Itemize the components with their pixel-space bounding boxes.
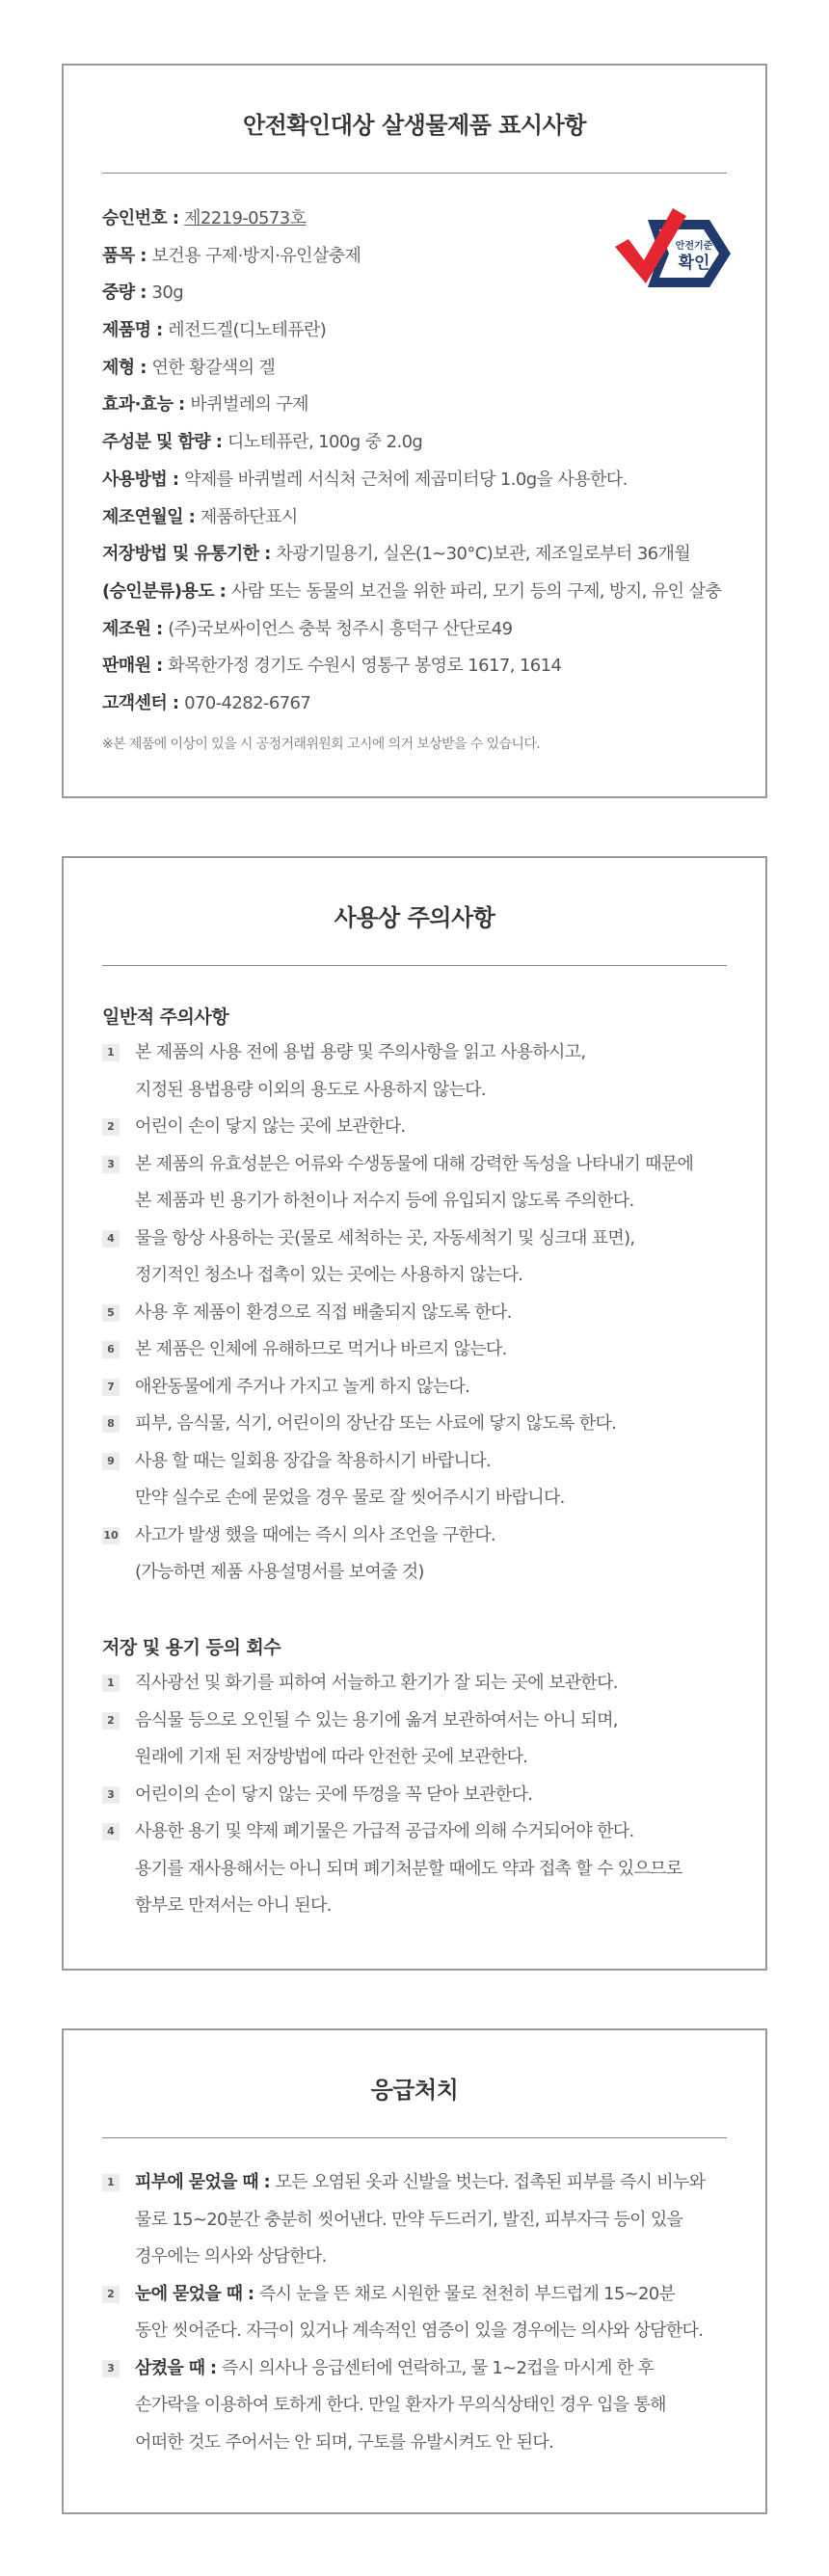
item-text: [135, 2241, 746, 2279]
list-item: [102, 2279, 746, 2353]
info-row: [102, 390, 736, 428]
item-text: [135, 1891, 746, 1928]
info-value: 화목한가정 경기도 수원시 영통구 봉영로 1617, 1614: [168, 656, 562, 677]
list-item: [102, 2167, 746, 2279]
item-text: [135, 1705, 746, 1743]
item-text: [135, 1334, 746, 1372]
info-label: 사용방법 :: [102, 469, 185, 490]
item-number-badge: 7: [102, 1379, 120, 1396]
item-bold-label: 피부에 묻었을 때 :: [135, 2172, 276, 2192]
item-number-badge: 8: [102, 1415, 120, 1433]
item-line: 즉시 눈을 뜬 채로 시원한 물로 천천히 부드럽게 15~20분: [258, 2283, 676, 2304]
item-text: [135, 2316, 746, 2353]
info-row: [102, 428, 736, 466]
item-text: [135, 2205, 746, 2242]
item-number-badge: 5: [102, 1304, 120, 1322]
title-divider: [102, 965, 727, 966]
item-text: [135, 1446, 746, 1484]
info-row: [102, 615, 736, 653]
compensation-note: ※본 제품에 이상이 있을 시 공정거래위원회 고시에 의거 보상받을 수 있습니다.: [102, 737, 541, 752]
info-row: [102, 689, 736, 727]
item-line: 어린이의 손이 닿지 않는 곳에 뚜껑을 꼭 닫아 보관한다.: [135, 1784, 533, 1805]
item-line: 모든 오염된 옷과 신발을 벗는다. 접촉된 피부를 즉시 비누와: [275, 2172, 706, 2192]
info-row: [102, 354, 736, 391]
info-label: (승인분류)용도 :: [102, 580, 231, 602]
info-row: [102, 577, 736, 615]
general-precautions-list: [102, 1037, 746, 1595]
item-number-badge: 4: [102, 1823, 120, 1840]
item-line: 본 제품의 사용 전에 용법 용량 및 주의사항을 읽고 사용하시고,: [135, 1042, 586, 1062]
item-text: [135, 1149, 746, 1187]
list-item: [102, 1037, 746, 1112]
first-aid-title: 응급처치: [370, 2077, 459, 2104]
list-item: [102, 1223, 746, 1298]
item-line: 원래에 기재 된 저장방법에 따라 안전한 곳에 보관한다.: [135, 1747, 528, 1767]
item-line: 물을 항상 사용하는 곳(물로 세척하는 곳, 자동세척기 및 싱크대 표면),: [135, 1227, 635, 1248]
info-value: 레전드겔(디노테퓨란): [168, 320, 327, 341]
item-text: [135, 1260, 746, 1298]
item-line: 물로 15~20분간 충분히 씻어낸다. 만약 두드러기, 발진, 피부자극 등이 있을: [135, 2209, 683, 2230]
item-number-badge: 2: [102, 1118, 120, 1136]
item-text: [135, 2353, 746, 2391]
list-item: [102, 1446, 746, 1520]
item-line: 본 제품과 빈 용기가 하천이나 저수지 등에 유입되지 않도록 주의한다.: [135, 1191, 634, 1211]
info-label: 판매원 :: [102, 656, 169, 677]
safety-certification-logo: [609, 201, 744, 307]
first-aid-list: [102, 2167, 746, 2464]
first-aid-card: [62, 2028, 767, 2514]
item-text: [135, 1816, 746, 1854]
item-number-badge: 10: [102, 1527, 120, 1544]
list-item: [102, 1668, 746, 1705]
item-line: 용기를 재사용해서는 아니 되며 폐기처분할 때에도 약과 접촉 할 수 있으므로: [135, 1858, 682, 1879]
info-value: 사람 또는 동물의 보건을 위한 파리, 모기 등의 구제, 방지, 유인 살충: [230, 580, 722, 602]
item-line: 피부, 음식물, 식기, 어린이의 장난감 또는 사료에 닿지 않도록 한다.: [135, 1413, 617, 1434]
info-label: 고객센터 :: [102, 692, 185, 713]
list-item: [102, 1334, 746, 1372]
item-line: 사용 후 제품이 환경으로 직접 배출되지 않도록 한다.: [135, 1301, 512, 1323]
list-item: [102, 1705, 746, 1780]
item-number-badge: 6: [102, 1341, 120, 1358]
info-value: 제품하단표시: [200, 506, 298, 527]
item-line: 본 제품의 유효성분은 어류와 수생동물에 대해 강력한 독성을 나타내기 때문에: [135, 1153, 694, 1174]
item-text: [135, 1409, 746, 1446]
info-label: 제품명 :: [102, 320, 169, 341]
item-line: 동안 씻어준다. 자극이 있거나 계속적인 염증이 있을 경우에는 의사와 상담한다.: [135, 2321, 704, 2341]
item-text: [135, 1668, 746, 1705]
item-line: 경우에는 의사와 상담한다.: [135, 2246, 327, 2267]
item-line: 함부로 만져서는 아니 된다.: [135, 1895, 332, 1916]
info-value: 30g: [151, 282, 184, 304]
item-bold-label: 삼켰을 때 :: [135, 2357, 222, 2378]
item-text: [135, 1483, 746, 1520]
precautions-title: 사용상 주의사항: [334, 904, 495, 931]
list-item: [102, 1298, 746, 1335]
item-text: [135, 2167, 746, 2205]
item-text: [135, 1742, 746, 1780]
info-value: 디노테퓨란, 100g 중 2.0g: [227, 432, 423, 453]
item-line: 정기적인 청소나 접촉이 있는 곳에는 사용하지 않는다.: [135, 1265, 523, 1285]
info-row: [102, 503, 736, 541]
item-line: 애완동물에게 주거나 가지고 놀게 하지 않는다.: [135, 1376, 470, 1397]
list-item: [102, 1149, 746, 1223]
item-line: 사고가 발생 했을 때에는 즉시 의사 조언을 구한다.: [135, 1524, 495, 1545]
svg-text:안전기준: 안전기준: [675, 241, 713, 252]
general-precautions-heading: 일반적 주의사항: [102, 1006, 229, 1028]
info-row: [102, 652, 736, 689]
item-text: [135, 2428, 746, 2465]
list-item: [102, 1520, 746, 1595]
info-value: 070-4282-6767: [184, 692, 311, 713]
item-line: 본 제품은 인체에 유해하므로 먹거나 바르지 않는다.: [135, 1339, 507, 1359]
item-line: 음식물 등으로 오인될 수 있는 용기에 옮겨 보관하여서는 아니 되며,: [135, 1709, 618, 1731]
info-label: 저장방법 및 유통기한 :: [102, 544, 277, 565]
item-line: 사용한 용기 및 약제 폐기물은 가급적 공급자에 의해 수거되어야 한다.: [135, 1821, 634, 1841]
item-text: [135, 1037, 746, 1075]
item-number-badge: 3: [102, 1786, 120, 1804]
info-value: (주)국보싸이언스 충북 청주시 흥덕구 산단로49: [168, 618, 513, 639]
item-number-badge: 1: [102, 2174, 120, 2191]
item-number-badge: 2: [102, 1712, 120, 1730]
item-text: [135, 1520, 746, 1558]
item-number-badge: 1: [102, 1044, 120, 1061]
svg-text:확인: 확인: [678, 254, 710, 273]
product-info-title: 안전확인대상 살생물제품 표시사항: [243, 112, 586, 139]
item-line: 손가락을 이용하여 토하게 한다. 만일 환자가 무의식상태인 경우 입을 통해: [135, 2395, 666, 2415]
item-line: 즉시 의사나 응급센터에 연락하고, 물 1~2컵을 마시게 한 후: [221, 2357, 655, 2378]
info-row: [102, 466, 736, 503]
item-text: [135, 2279, 746, 2317]
item-text: [135, 1780, 746, 1817]
item-text: [135, 2390, 746, 2428]
item-number-badge: 9: [102, 1453, 120, 1470]
item-text: [135, 1557, 746, 1595]
item-text: [135, 1298, 746, 1335]
item-bold-label: 눈에 묻었을 때 :: [135, 2283, 259, 2304]
info-value: 제2219-0573호: [184, 208, 307, 228]
item-number-badge: 3: [102, 2360, 120, 2377]
list-item: [102, 1409, 746, 1446]
item-text: [135, 1372, 746, 1409]
list-item: [102, 1816, 746, 1928]
info-label: 품목 :: [102, 245, 152, 266]
safety-check-mark-icon: [609, 201, 744, 307]
list-item: [102, 1112, 746, 1149]
list-item: [102, 1780, 746, 1817]
item-text: [135, 1223, 746, 1261]
item-line: 어떠한 것도 주어서는 안 되며, 구토를 유발시켜도 안 된다.: [135, 2431, 554, 2453]
precautions-card: [62, 856, 767, 1971]
info-value: 약제를 바퀴벌레 서식처 근처에 제곱미터당 1.0g을 사용한다.: [184, 469, 628, 490]
info-value: 바퀴벌레의 구제: [190, 394, 308, 416]
item-text: [135, 1075, 746, 1113]
product-info-card: [62, 64, 767, 798]
item-number-badge: 2: [102, 2286, 120, 2303]
info-label: 효과·효능 :: [102, 394, 191, 416]
list-item: [102, 1372, 746, 1409]
info-label: 중량 :: [102, 282, 152, 304]
storage-list: [102, 1668, 746, 1928]
info-label: 제조연월일 :: [102, 506, 201, 527]
info-value: 차광기밀용기, 실온(1~30°C)보관, 제조일로부터 36개월: [276, 544, 691, 565]
item-text: [135, 1186, 746, 1223]
item-text: [135, 1112, 746, 1149]
info-row: [102, 316, 736, 354]
title-divider: [102, 173, 727, 174]
storage-heading: 저장 및 용기 등의 회수: [102, 1637, 281, 1658]
info-value: 연한 황갈색의 겔: [151, 357, 276, 378]
info-row: [102, 540, 736, 577]
item-number-badge: 4: [102, 1230, 120, 1248]
title-divider: [102, 2137, 727, 2138]
item-text: [135, 1854, 746, 1892]
item-number-badge: 3: [102, 1156, 120, 1173]
item-line: 지정된 용법용량 이외의 용도로 사용하지 않는다.: [135, 1079, 486, 1100]
item-line: 어린이 손이 닿지 않는 곳에 보관한다.: [135, 1116, 406, 1137]
item-line: 만약 실수로 손에 묻었을 경우 물로 잘 씻어주시기 바랍니다.: [135, 1488, 565, 1508]
info-label: 승인번호 :: [102, 208, 185, 228]
item-line: (가능하면 제품 사용설명서를 보여줄 것): [135, 1562, 424, 1582]
item-line: 사용 할 때는 일회용 장갑을 착용하시기 바랍니다.: [135, 1450, 491, 1471]
list-item: [102, 2353, 746, 2465]
item-line: 직사광선 및 화기를 피하여 서늘하고 환기가 잘 되는 곳에 보관한다.: [135, 1673, 618, 1693]
info-label: 주성분 및 함량 :: [102, 432, 227, 453]
info-label: 제조원 :: [102, 618, 169, 639]
info-value: 보건용 구제·방지·유인살충제: [151, 245, 361, 266]
info-label: 제형 :: [102, 357, 152, 378]
item-number-badge: 1: [102, 1675, 120, 1692]
